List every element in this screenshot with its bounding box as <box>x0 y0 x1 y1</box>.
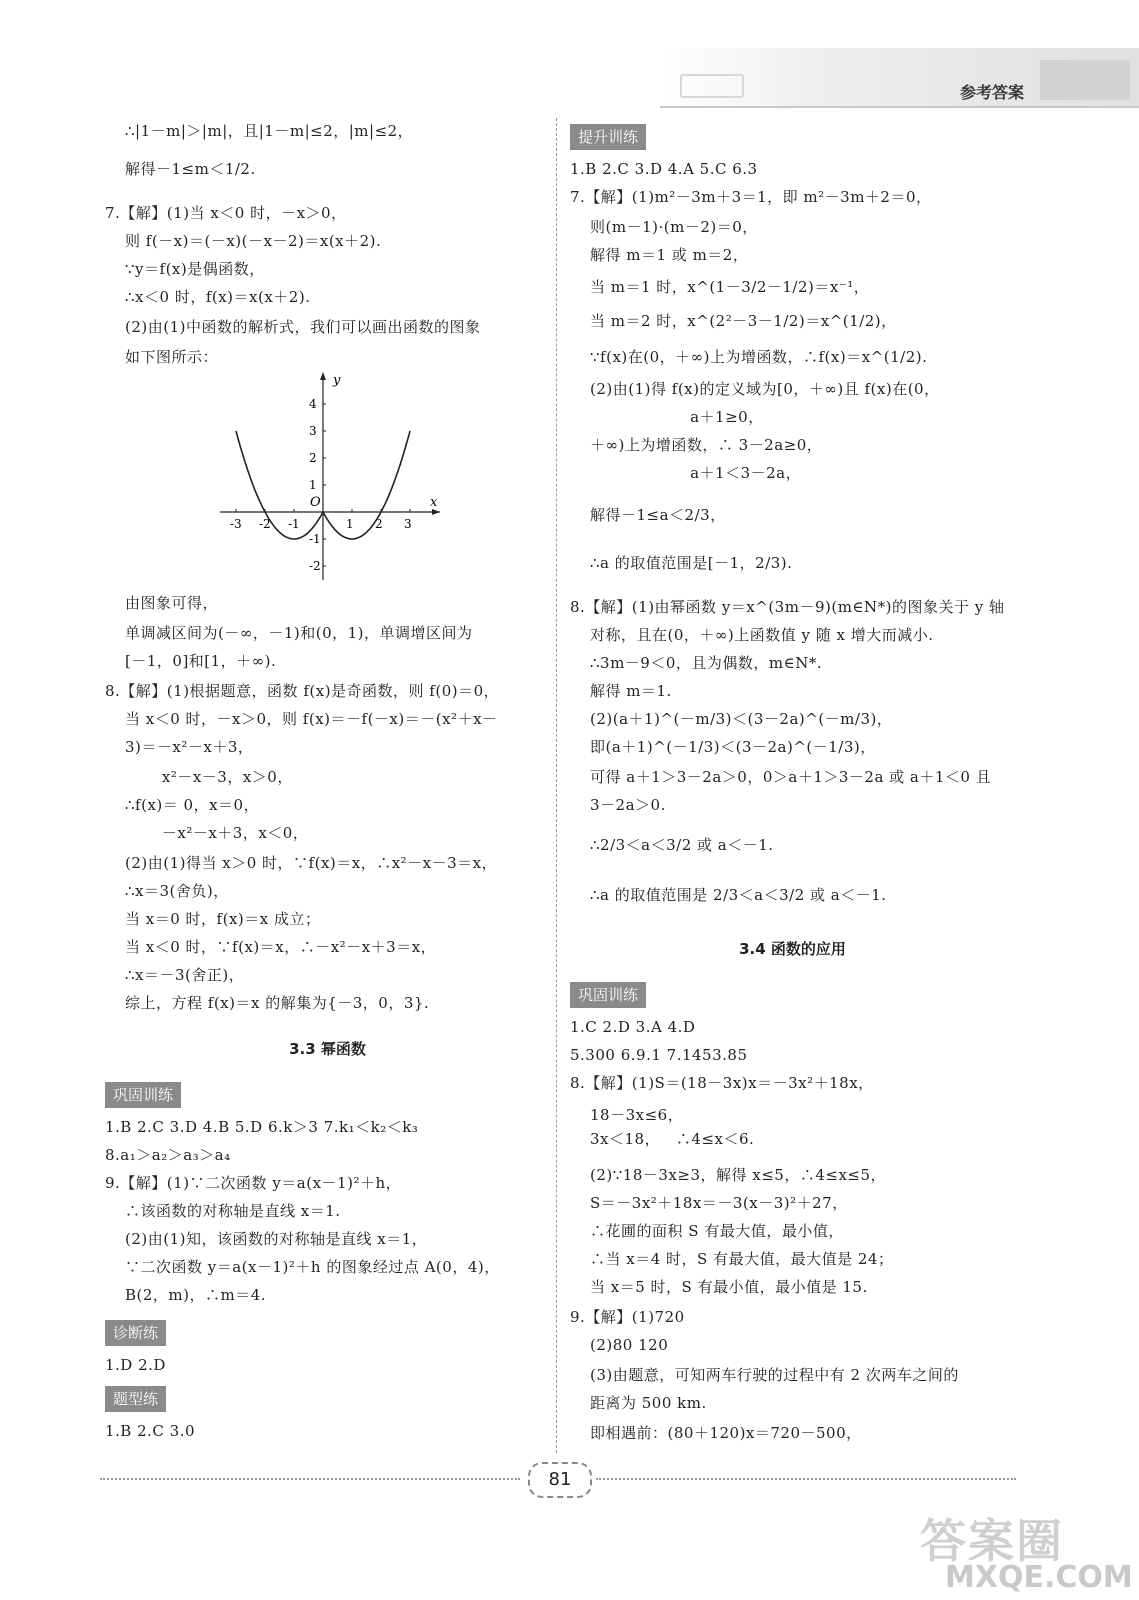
section-tag: 巩固训练 <box>570 982 646 1008</box>
x-tick-label: 2 <box>375 517 383 531</box>
text-line: 解得 m＝1. <box>590 682 672 700</box>
text-line: (2)由(1)知，该函数的对称轴是直线 x＝1， <box>125 1230 428 1248</box>
text-line: S＝－3x²＋18x＝－3(x－3)²＋27， <box>590 1194 848 1212</box>
text-line: 8.a₁＞a₂＞a₃＞a₄ <box>105 1146 231 1164</box>
text-line: 当 x＜0 时，－x＞0，则 f(x)＝－f(－x)＝－(x²＋x－ <box>125 710 498 728</box>
footer-rule-left <box>100 1478 520 1480</box>
section-tag: 诊断练 <box>105 1320 166 1346</box>
text-line: ∴花圃的面积 S 有最大值，最小值， <box>590 1222 844 1240</box>
text-line: 则 f(－x)＝(－x)(－x－2)＝x(x＋2). <box>125 232 382 250</box>
text-line: －x²－x＋3，x＜0， <box>125 824 309 842</box>
text-line: 1.B 2.C 3.D 4.B 5.D 6.k＞3 7.k₁＜k₂＜k₃ <box>105 1118 419 1136</box>
text-line: 9.【解】(1)720 <box>570 1308 685 1326</box>
text-line: (2)(a＋1)^(－m/3)＜(3－2a)^(－m/3)， <box>590 710 893 728</box>
text-line: ∴x＝3(舍负)， <box>125 882 229 900</box>
text-line: ∴2/3＜a＜3/2 或 a＜－1. <box>590 836 774 854</box>
text-line: (3)由题意，可知两车行驶的过程中有 2 次两车之间的 <box>590 1366 959 1384</box>
text-line: ＋∞)上为增函数，∴ 3－2a≥0， <box>590 436 823 454</box>
text-line: ∵二次函数 y＝a(x－1)²＋h 的图象经过点 A(0，4)， <box>125 1258 500 1276</box>
section-title: 3.4 函数的应用 <box>739 940 846 958</box>
text-line: 当 m＝2 时，x^(2²－3－1/2)＝x^(1/2)， <box>590 312 897 330</box>
text-line: 则(m－1)·(m－2)＝0， <box>590 218 758 236</box>
text-line: [－1，0]和[1，＋∞). <box>125 652 277 670</box>
y-axis-label: y <box>333 373 341 388</box>
y-tick-label: 4 <box>309 397 317 411</box>
watermark-url: MXQE.COM <box>945 1560 1133 1595</box>
header-decoration-block <box>1040 60 1130 100</box>
page-number: 81 <box>528 1462 592 1498</box>
text-line: 8.【解】(1)根据题意，函数 f(x)是奇函数，则 f(0)＝0， <box>105 682 500 700</box>
text-line: 9.【解】(1)∵二次函数 y＝a(x－1)²＋h， <box>105 1174 402 1192</box>
x-tick-label: 1 <box>346 517 354 531</box>
text-line: (2)由(1)得 f(x)的定义域为[0，＋∞)且 f(x)在(0， <box>590 380 940 398</box>
text-line: ∴3m－9＜0，且为偶数，m∈N*. <box>590 654 823 672</box>
text-line: a＋1＜3－2a， <box>590 464 802 482</box>
text-line: 当 m＝1 时，x^(1－3/2－1/2)＝x⁻¹， <box>590 278 870 296</box>
header-decoration <box>680 74 744 98</box>
text-line: a＋1≥0， <box>590 408 764 426</box>
header-label: 参考答案 <box>960 83 1025 102</box>
x-axis-label: x <box>430 495 438 510</box>
text-line: 8.【解】(1)S＝(18－3x)x＝－3x²＋18x， <box>570 1074 874 1092</box>
text-line: 解得－1≤m＜1/2. <box>125 160 256 178</box>
text-line: 对称，且在(0，＋∞)上函数值 y 随 x 增大而减小. <box>590 626 934 644</box>
text-line: ∴f(x)＝ 0，x＝0， <box>125 796 260 814</box>
y-tick-label: 1 <box>309 478 317 492</box>
text-line: 1.B 2.C 3.0 <box>105 1422 196 1440</box>
text-line: 当 x＝5 时，S 有最小值，最小值是 15. <box>590 1278 868 1296</box>
y-tick-label: 3 <box>309 424 317 438</box>
text-line: 距离为 500 km. <box>590 1394 707 1412</box>
text-line: ∴a 的取值范围是 2/3＜a＜3/2 或 a＜－1. <box>590 886 887 904</box>
y-tick-label: 2 <box>309 451 317 465</box>
text-line: ∴x＜0 时，f(x)＝x(x＋2). <box>125 288 311 306</box>
section-tag: 巩固训练 <box>105 1082 181 1108</box>
text-line: 可得 a＋1＞3－2a＞0，0＞a＋1＞3－2a 或 a＋1＜0 且 <box>590 768 992 786</box>
column-divider <box>556 118 557 1453</box>
x-tick-label: -1 <box>288 517 300 531</box>
section-tag: 题型练 <box>105 1386 166 1412</box>
y-tick-label: -1 <box>309 532 321 546</box>
text-line: 单调减区间为(－∞，－1)和(0，1)，单调增区间为 <box>125 624 473 642</box>
x-tick-label: 3 <box>404 517 412 531</box>
text-line: 即相遇前：(80＋120)x＝720－500， <box>590 1424 862 1442</box>
text-line: ∴当 x＝4 时，S 有最大值，最大值是 24； <box>590 1250 894 1268</box>
text-line: 解得－1≤a＜2/3， <box>590 506 726 524</box>
watermark-logo: 答案圈 <box>920 1514 1064 1568</box>
text-line: 18－3x≤6， <box>590 1106 684 1124</box>
text-line: 即(a＋1)^(－1/3)＜(3－2a)^(－1/3)， <box>590 738 876 756</box>
header-rule <box>660 106 1139 108</box>
x-tick-label: -3 <box>230 517 242 531</box>
x-tick-label: -2 <box>259 517 271 531</box>
text-line: 3－2a＞0. <box>590 796 666 814</box>
text-line: ∵y＝f(x)是偶函数， <box>125 260 265 278</box>
text-line: ∴x＝－3(舍正)， <box>125 966 245 984</box>
text-line: ∵f(x)在(0，＋∞)上为增函数，∴f(x)＝x^(1/2). <box>590 348 928 366</box>
text-line: 由图象可得， <box>125 594 219 612</box>
text-line: ∴该函数的对称轴是直线 x＝1. <box>125 1202 341 1220</box>
y-axis-arrow <box>320 372 326 380</box>
text-line: 7.【解】(1)m²－3m＋3＝1，即 m²－3m＋2＝0， <box>570 188 932 206</box>
text-line: 综上，方程 f(x)＝x 的解集为{－3，0，3}. <box>125 994 430 1012</box>
text-line: 1.B 2.C 3.D 4.A 5.C 6.3 <box>570 160 758 178</box>
text-line: 当 x＝0 时，f(x)＝x 成立； <box>125 910 321 928</box>
text-line: (2)由(1)中函数的解析式，我们可以画出函数的图象 <box>125 318 481 336</box>
text-line: 1.C 2.D 3.A 4.D <box>570 1018 696 1036</box>
text-line: 8.【解】(1)由幂函数 y＝x^(3m－9)(m∈N*)的图象关于 y 轴 <box>570 598 1005 616</box>
text-line: 7.【解】(1)当 x＜0 时，－x＞0， <box>105 204 347 222</box>
text-line: ∴|1－m|＞|m|，且|1－m|≤2，|m|≤2， <box>125 122 414 140</box>
text-line: 3)＝－x²－x＋3， <box>125 738 254 756</box>
text-line: 5.300 6.9.1 7.1453.85 <box>570 1046 748 1064</box>
text-line: 1.D 2.D <box>105 1356 166 1374</box>
text-line: ∴a 的取值范围是[－1，2/3). <box>590 554 793 572</box>
text-line: B(2，m)，∴m＝4. <box>125 1286 267 1304</box>
text-line: x²－x－3，x＞0， <box>125 768 293 786</box>
section-tag: 提升训练 <box>570 124 646 150</box>
text-line: 3x＜18， ∴4≤x＜6. <box>590 1130 755 1148</box>
y-tick-label: -2 <box>309 559 321 573</box>
text-line: (2)∵18－3x≥3，解得 x≤5，∴4≤x≤5， <box>590 1166 887 1184</box>
text-line: 如下图所示： <box>125 348 219 366</box>
text-line: 解得 m＝1 或 m＝2， <box>590 246 749 264</box>
function-graph <box>220 370 440 585</box>
origin-label: O <box>310 495 321 510</box>
text-line: (2)由(1)得当 x＞0 时，∵f(x)＝x，∴x²－x－3＝x， <box>125 854 498 872</box>
text-line: 当 x＜0 时，∵f(x)＝x，∴－x²－x＋3＝x， <box>125 938 437 956</box>
section-title: 3.3 幂函数 <box>289 1040 366 1058</box>
footer-rule-right <box>596 1478 1016 1480</box>
text-line: (2)80 120 <box>590 1336 669 1354</box>
